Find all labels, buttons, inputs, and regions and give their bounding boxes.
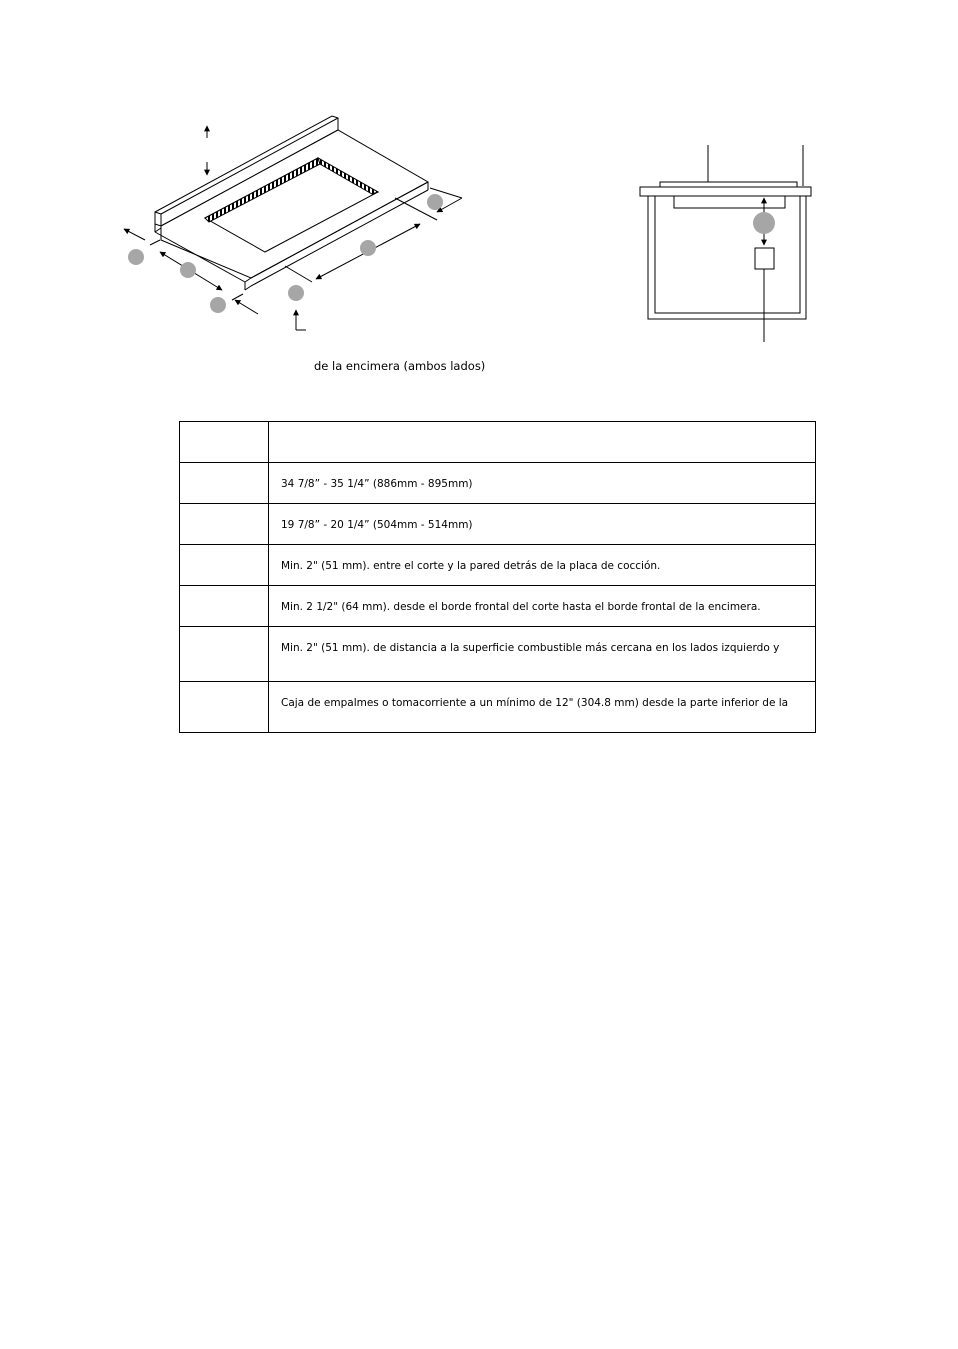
specification-table bbox=[179, 421, 816, 733]
table-row bbox=[180, 586, 816, 627]
table-row bbox=[180, 463, 816, 504]
callout-circle bbox=[427, 194, 443, 210]
table-row bbox=[180, 545, 816, 586]
callout-circle bbox=[753, 212, 775, 234]
table-header-row bbox=[180, 422, 816, 463]
row-value: Caja de empalmes o tomacorriente a un mínimo de 12" (304.8 mm) desde la parte inferior de la bbox=[269, 682, 816, 733]
callout-circle bbox=[128, 249, 144, 265]
table-header-value bbox=[269, 422, 816, 463]
row-value: Min. 2 1/2" (64 mm). desde el borde frontal del corte hasta el borde frontal de la encimera. bbox=[269, 586, 816, 627]
callout-circle bbox=[210, 297, 226, 313]
countertop-section bbox=[640, 187, 811, 196]
row-key bbox=[180, 545, 269, 586]
row-value: 34 7/8” - 35 1/4” (886mm - 895mm) bbox=[269, 463, 816, 504]
row-key bbox=[180, 682, 269, 733]
callout-circle bbox=[180, 262, 196, 278]
figure-caption: de la encimera (ambos lados) bbox=[314, 359, 486, 373]
row-key bbox=[180, 627, 269, 682]
countertop-cutout-diagram bbox=[110, 110, 480, 340]
callout-circle bbox=[360, 240, 376, 256]
callout-circle bbox=[288, 285, 304, 301]
table-row bbox=[180, 627, 816, 682]
table-row bbox=[180, 682, 816, 733]
cabinet-section-diagram bbox=[630, 140, 820, 350]
row-key bbox=[180, 504, 269, 545]
junction-box bbox=[755, 248, 774, 269]
table-row bbox=[180, 504, 816, 545]
row-value: 19 7/8” - 20 1/4” (504mm - 514mm) bbox=[269, 504, 816, 545]
row-key bbox=[180, 463, 269, 504]
row-key bbox=[180, 586, 269, 627]
table-header-key bbox=[180, 422, 269, 463]
row-value: Min. 2" (51 mm). entre el corte y la pared detrás de la placa de cocción. bbox=[269, 545, 816, 586]
row-value: Min. 2" (51 mm). de distancia a la superficie combustible más cercana en los lados izquierdo y bbox=[269, 627, 816, 682]
